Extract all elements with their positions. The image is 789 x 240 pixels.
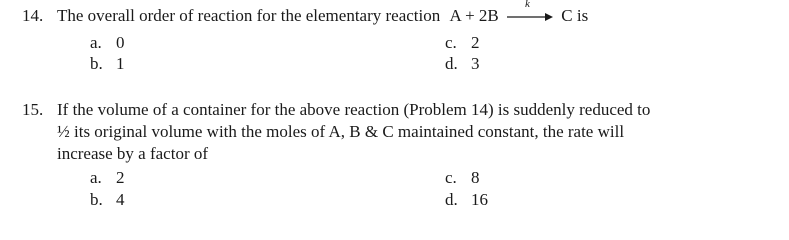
option-text: 4	[116, 190, 125, 209]
option-letter: d.	[445, 190, 458, 209]
question-stem-line-2: ½ its original volume with the moles of A, B & C maintained constant, the rate will	[57, 122, 625, 141]
option-text: 0	[116, 33, 125, 52]
reaction-rhs: C is	[561, 6, 589, 25]
question-stem-line-1: If the volume of a container for the above reaction (Problem 14) is suddenly reduced to	[57, 100, 651, 119]
option-text: 2	[116, 168, 125, 187]
option-letter: c.	[445, 33, 457, 52]
option-letter: b.	[90, 54, 103, 73]
reaction-arrow	[505, 0, 555, 24]
option-letter: b.	[90, 190, 103, 209]
option-letter: d.	[445, 54, 458, 73]
question-stem	[57, 0, 589, 26]
option-text: 1	[116, 54, 125, 73]
option-c	[445, 168, 480, 188]
option-text: 2	[471, 33, 480, 52]
question-number: 15.	[22, 100, 44, 119]
option-c	[445, 33, 480, 53]
option-text: 8	[471, 168, 480, 187]
stem-text: The overall order of reaction for the elementary reaction	[57, 6, 441, 25]
option-letter: c.	[445, 168, 457, 187]
option-text: 3	[471, 54, 480, 73]
option-b	[90, 54, 125, 74]
option-d	[445, 190, 488, 210]
option-a	[90, 33, 125, 53]
question-number: 14.	[22, 6, 44, 25]
reaction-lhs: A + 2B	[449, 6, 499, 25]
option-d	[445, 54, 480, 74]
question-stem-line-3: increase by a factor of	[57, 144, 209, 163]
right-arrow-icon	[505, 11, 555, 23]
rate-constant-label: k	[525, 0, 530, 11]
option-text: 16	[471, 190, 488, 209]
option-letter: a.	[90, 33, 102, 52]
option-a	[90, 168, 125, 188]
option-b	[90, 190, 125, 210]
option-letter: a.	[90, 168, 102, 187]
